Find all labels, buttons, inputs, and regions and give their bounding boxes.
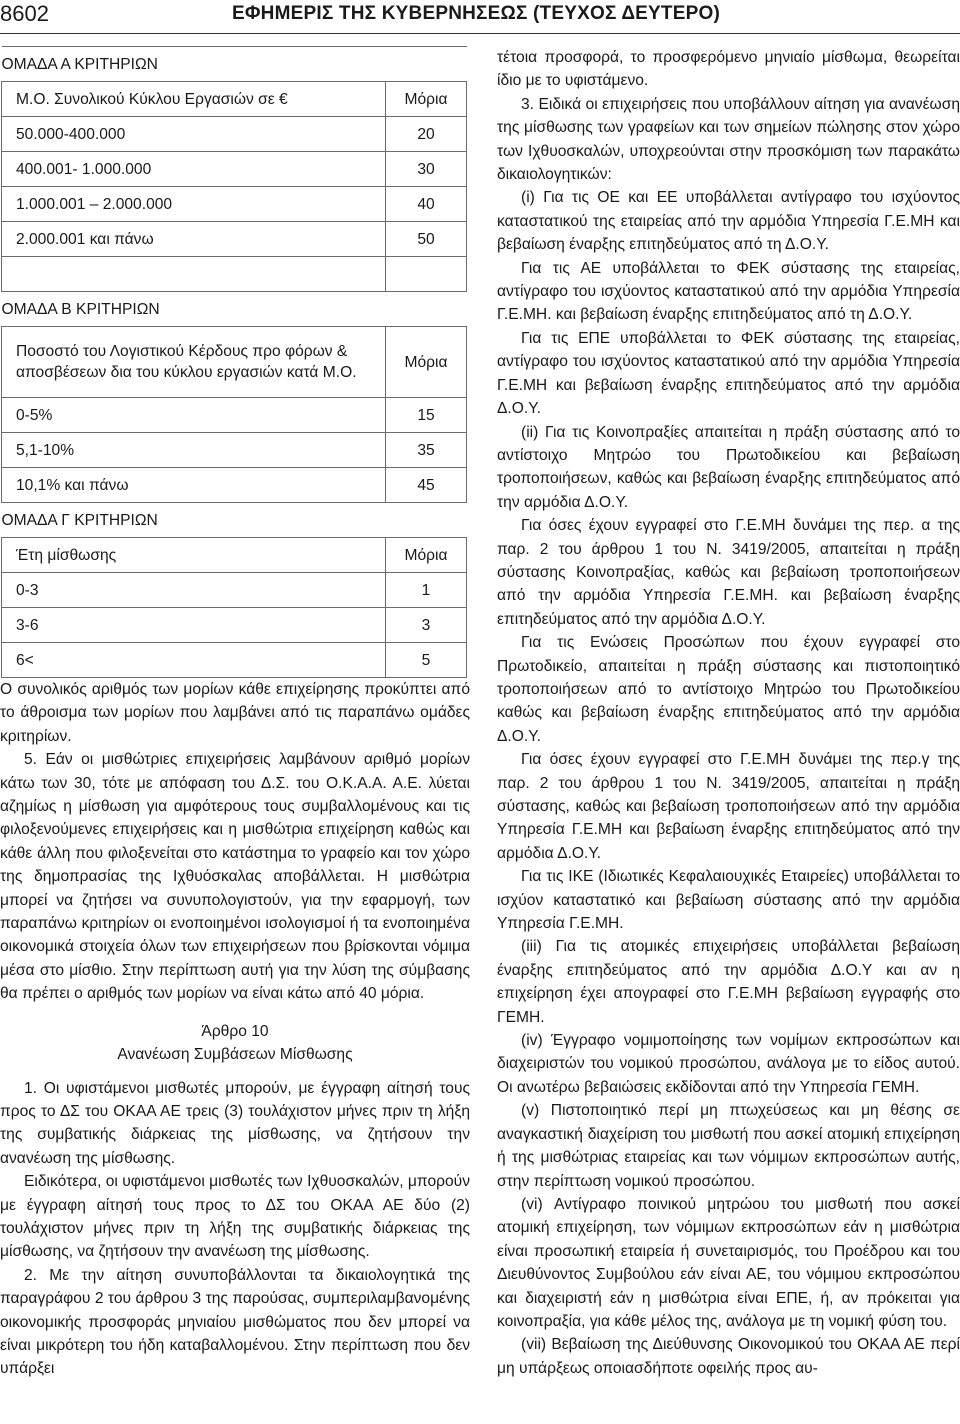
article-subtitle: Ανανέωση Συμβάσεων Μίσθωσης (117, 1046, 353, 1064)
row-value: 40 (386, 187, 467, 222)
table-row (2, 398, 467, 433)
page-number: 8602 (0, 1, 49, 26)
table-row (2, 643, 467, 678)
group-c-title-row (2, 503, 467, 538)
criteria-table (1, 46, 467, 678)
group-c-col-label: Έτη μίσθωσης (2, 538, 386, 573)
empty-cell (386, 257, 467, 292)
paragraph: (iv) Έγγραφο νομιμοποίησης των νομίμων εκπροσώπων και διαχειριστών του νομικού προσώπου, ανάλογα με το είδος αυτού. Οι ανωτέρω βεβαιώσεις εκδίδονται από την Υπηρεσία ΓΕΜΗ. (497, 1032, 960, 1096)
table-row (2, 117, 467, 152)
right-column (497, 46, 960, 1380)
row-label: 10,1% και πάνω (2, 468, 386, 503)
group-b-title: ΟΜΑΔΑ Β ΚΡΙΤΗΡΙΩΝ (2, 292, 467, 327)
table-row (2, 187, 467, 222)
row-label: 6< (2, 643, 386, 678)
table-spacer-row (2, 257, 467, 292)
paragraph: (ii) Για τις Κοινοπραξίες απαιτείται η πράξη σύστασης από το αντίστοιχο Μητρώο του Πρωτοδικείου και βεβαίωση τροποποιήσεων, καθώς και βεβαίωση έναρξης επιτηδεύματος από την αρμόδια Δ.Ο.Υ. (497, 423, 960, 511)
paragraph: Ο συνολικός αριθμός των μορίων κάθε επιχείρησης προκύπτει από το άθροισμα των μορίων που λαμβάνει από τις παραπάνω ομάδες κριτηρίων. (0, 681, 470, 745)
row-value: 15 (386, 398, 467, 433)
row-label: 2.000.001 και πάνω (2, 222, 386, 257)
group-a-header-row (2, 82, 467, 117)
row-label: 0-3 (2, 573, 386, 608)
paragraph: 2. Με την αίτηση συνυποβάλλονται τα δικαιολογητικά της παραγράφου 2 του άρθρου 3 της παρούσας, συμπεριλαμβανομένης οικονομικής προσφοράς μηνιαίου μισθώματος που δεν μπορεί να είναι μικρότερη του ήδη καταβαλλομένου. Στην περίπτωση που δεν υπάρξει (0, 1266, 470, 1378)
article-title: Άρθρο 10 (201, 1022, 269, 1040)
row-label: 1.000.001 – 2.000.000 (2, 187, 386, 222)
group-a-title-row (2, 47, 467, 82)
paragraph: (iii) Για τις ατομικές επιχειρήσεις υποβάλλεται βεβαίωση έναρξης επιτηδεύματος από την αρμόδια Δ.Ο.Υ και αν η επιχείρηση έχει απογραφεί στο Γ.Ε.ΜΗ βεβαίωση εγγραφής στο ΓΕΜΗ. (497, 938, 960, 1026)
page-header (0, 0, 960, 38)
group-b-col-value: Μόρια (386, 327, 467, 398)
group-c-title: ΟΜΑΔΑ Γ ΚΡΙΤΗΡΙΩΝ (2, 503, 467, 538)
group-b-header-row (2, 327, 467, 398)
row-value: 35 (386, 433, 467, 468)
paragraph: 1. Οι υφιστάμενοι μισθωτές μπορούν, με έγγραφη αίτησή τους προς το ΔΣ του ΟΚΑΑ ΑΕ τρεις (3) τουλάχιστον μήνες πριν τη λήξη της συμβατικής διάρκειας της μίσθωσης, να ζητήσουν την ανανέωση της μίσθωσης. (0, 1079, 470, 1167)
row-value: 5 (386, 643, 467, 678)
group-c-col-value: Μόρια (386, 538, 467, 573)
group-a-title: ΟΜΑΔΑ Α ΚΡΙΤΗΡΙΩΝ (2, 47, 467, 82)
row-label: 50.000-400.000 (2, 117, 386, 152)
table-row (2, 468, 467, 503)
row-value: 45 (386, 468, 467, 503)
group-b-col-label: Ποσοστό του Λογιστικού Κέρδους προ φόρων & αποσβέσεων δια του κύκλου εργασιών κατά Μ.Ο. (2, 327, 386, 398)
row-label: 400.001- 1.000.000 (2, 152, 386, 187)
row-value: 20 (386, 117, 467, 152)
paragraph: Για όσες έχουν εγγραφεί στο Γ.Ε.ΜΗ δυνάμει της περ.γ της παρ. 2 του άρθρου 1 του Ν. 3419/2005, απαιτείται η πράξη σύστασης, καθώς και βεβαίωση τροποποιήσεων από την αρμόδια Υπηρεσία Γ.Ε.ΜΗ και βεβαίωση έναρξης επιτηδεύματος από την αρμόδια Δ.Ο.Υ. (497, 751, 960, 862)
table-row (2, 222, 467, 257)
row-label: 5,1-10% (2, 433, 386, 468)
group-c-header-row (2, 538, 467, 573)
paragraph: 3. Ειδικά οι επιχειρήσεις που υποβάλλουν αίτηση για ανανέωση της μίσθωσης των γραφείων και των σημείων πώλησης στον χώρο των Ιχθυοσκαλών, υποχρεούνται στην προσκόμιση των παρακάτω δικαιολογητικών: (497, 95, 960, 184)
row-value: 3 (386, 608, 467, 643)
table-row (2, 152, 467, 187)
table-row (2, 573, 467, 608)
paragraph: (vi) Αντίγραφο ποινικού μητρώου του μισθωτή που ασκεί ατομική επιχείρηση, των νόμιμων εκπροσώπων εάν η μισθώτρια είναι προσωπική εταιρεία ή συνεταιρισμός, του Προέδρου και του Διευθύνοντος Συμβούλου εάν είναι ΑΕ, του νόμιμου εκπροσώπου και διαχειριστή εάν η μισθώτρια είναι ΕΠΕ, ή, αν πρόκειται για κοινοπραξία, για κάθε μέλος της, ανάλογα με τη νομική φύση του. (497, 1195, 960, 1330)
paragraph: Για όσες έχουν εγγραφεί στο Γ.Ε.ΜΗ δυνάμει της περ. α της παρ. 2 του άρθρου 1 του Ν. 3419/2005, απαιτείται η πράξη σύστασης Κοινοπραξίας, καθώς και βεβαίωση τροποποιήσεων από την αρμόδια Υπηρεσία Γ.Ε.ΜΗ. και βεβαίωση έναρξης επιτηδεύματος από την αρμόδια Δ.Ο.Υ. (497, 517, 960, 628)
header-rule (0, 33, 960, 34)
left-column (0, 46, 470, 1381)
group-a-col-value: Μόρια (386, 82, 467, 117)
row-label: 0-5% (2, 398, 386, 433)
row-value: 1 (386, 573, 467, 608)
paragraph: Για τις Ενώσεις Προσώπων που έχουν εγγραφεί στο Πρωτοδικείο, απαιτείται η πράξη σύστασης και πιστοποιητικό τροποποιήσεων από το αντίστοιχο Μητρώο του Πρωτοδικείου καθώς και βεβαίωση έναρξης επιτηδεύματος από την αρμόδια Δ.Ο.Υ. (497, 634, 960, 745)
group-a-col-label: Μ.Ο. Συνολικού Κύκλου Εργασιών σε € (2, 82, 386, 117)
journal-title: ΕΦΗΜΕΡΙΣ ΤΗΣ ΚΥΒΕΡΝΗΣΕΩΣ (ΤΕΥΧΟΣ ΔΕΥΤΕΡΟ) (232, 3, 720, 24)
row-label: 3-6 (2, 608, 386, 643)
paragraph: τέτοια προσφορά, το προσφερόμενο μηνιαίο μίσθωμα, θεωρείται ίδιο με το υφιστάμενο. (497, 49, 960, 90)
paragraph: (i) Για τις ΟΕ και ΕΕ υποβάλλεται αντίγραφο του ισχύοντος καταστατικού της εταιρείας από την αρμόδια Υπηρεσία Γ.Ε.ΜΗ και βεβαίωση έναρξης επιτηδεύματος από τη Δ.Ο.Υ. (497, 189, 960, 254)
table-row (2, 433, 467, 468)
paragraph: (vii) Βεβαίωση της Διεύθυνσης Οικονομικού του ΟΚΑΑ ΑΕ περί μη υπάρξεως οποιασδήποτε οφειλής προς αυ- (497, 1336, 960, 1377)
group-b-title-row (2, 292, 467, 327)
paragraph: 5. Εάν οι μισθώτριες επιχειρήσεις λαμβάνουν αριθμό μορίων κάτω των 30, τότε με απόφαση του Δ.Σ. του Ο.Κ.Α.Α. Α.Ε. λύεται αζημίως η μίσθωση για αμφότερους τους συμβαλλομένους και τις φιλοξενούμενες επιχειρήσεις και η μισθώτρια επιχείρηση καθώς και κάθε άλλη που φιλοξενείται στο κατάστημα το γραφείο και τον χώρο της δημοπρασίας της Ιχθυόσκαλας αποβάλλεται. Η μισθώτρια μπορεί να ζητήσει να συνυπολογιστούν, για την εφαρμογή, των παραπάνω κριτηρίων οι ενοποιημένοι ισολογισμοί ή τα ενοποιημένα οικονομικά στοιχεία όλων των επιχειρήσεων που βρίσκονται νόμιμα μέσα στο μίσθιο. Στην περίπτωση αυτή για την λύση της σύμβασης θα πρέπει ο αριθμός των μορίων να είναι κάτω από 40 μόρια. (0, 751, 470, 1003)
paragraph: Για τις ΙΚΕ (Ιδιωτικές Κεφαλαιουχικές Εταιρείες) υποβάλλεται το ισχύον καταστατικό και βεβαίωση σύστασης από την αρμόδια Υπηρεσία Γ.Ε.ΜΗ. (497, 868, 960, 933)
row-value: 50 (386, 222, 467, 257)
row-value: 30 (386, 152, 467, 187)
paragraph: Ειδικότερα, οι υφιστάμενοι μισθωτές των Ιχθυοσκαλών, μπορούν με έγγραφη αίτησή τους προς το ΔΣ του ΟΚΑΑ ΑΕ δύο (2) τουλάχιστον μήνες πριν τη λήξη της συμβατικής διάρκειας της μίσθωσης, να ζητήσουν την ανανέωση της μίσθωσης. (0, 1173, 470, 1261)
paragraph: Για τις ΕΠΕ υποβάλλεται το ΦΕΚ σύστασης της εταιρείας, αντίγραφο του ισχύοντος καταστατικού από την αρμόδια Υπηρεσία Γ.Ε.ΜΗ και βεβαίωση έναρξης επιτηδεύματος από την αρμόδια Δ.Ο.Υ. (497, 329, 960, 418)
empty-cell (2, 257, 386, 292)
table-row (2, 608, 467, 643)
paragraph: (v) Πιστοποιητικό περί μη πτωχεύσεως και μη θέσης σε αναγκαστική διαχείριση του μισθωτή που ασκεί ατομική επιχείρηση ή της μισθώτριας εταιρείας και των νόμιμων εκπροσώπων αυτής, στην περίπτωση νομικού προσώπου. (497, 1102, 960, 1190)
paragraph: Για τις ΑΕ υποβάλλεται το ΦΕΚ σύστασης της εταιρείας, αντίγραφο του ισχύοντος καταστατικού από την αρμόδια Υπηρεσία Γ.Ε.ΜΗ. και βεβαίωση έναρξης επιτηδεύματος από τη Δ.Ο.Υ. (497, 259, 960, 324)
